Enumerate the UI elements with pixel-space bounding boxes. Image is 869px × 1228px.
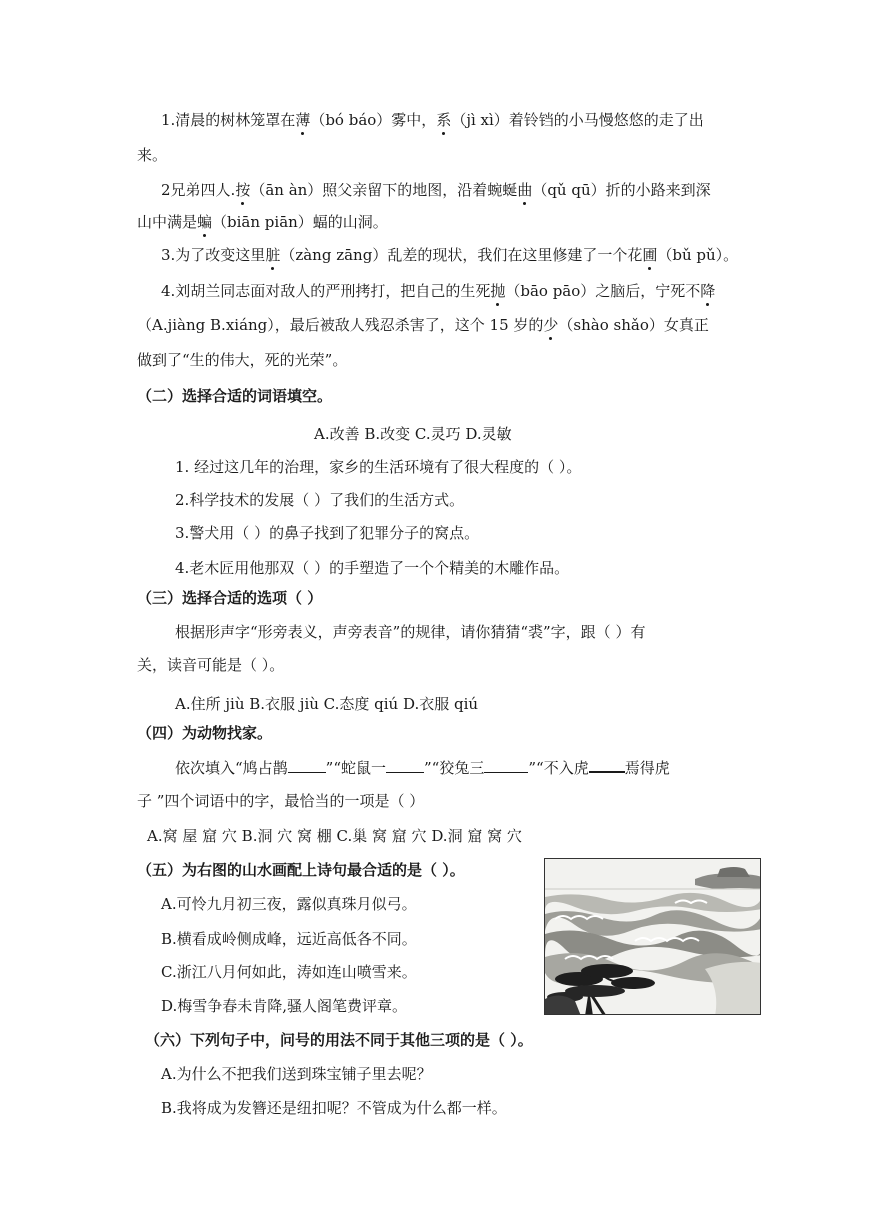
section-6-title: （六）下列句子中，问号的用法不同于其他三项的是（ ）。 <box>145 1031 533 1049</box>
section-3-text-1: 根据形声字“形旁表义，声旁表音”的规律，请你猜猜“裘”字，跟（ ）有 <box>175 623 646 641</box>
section-4-text-1: 依次填入“鸠占鹊 ”“蛇鼠一 ”“狡兔三 ”“不入虎 焉得虎 <box>175 759 670 777</box>
section-5-item-c: C.浙江八月何如此，涛如连山喷雪来。 <box>161 963 417 981</box>
q1-line3: 3.为了改变这里脏（zàng zāng）乱差的现状，我们在这里修建了一个花圃（bǔ pǔ）。 <box>161 246 739 264</box>
dotted-char: 抛 <box>490 282 506 300</box>
q1-line1-wrap: 来。 <box>137 146 168 164</box>
dotted-char: 脏 <box>265 246 281 264</box>
q1-line4: 4.刘胡兰同志面对敌人的严刑拷打，把自己的生死抛（bāo pāo）之脑后，宁死不降 <box>161 282 716 300</box>
section-2-item-2: 2.科学技术的发展（ ）了我们的生活方式。 <box>175 491 465 509</box>
section-6-item-a: A.为什么不把我们送到珠宝铺子里去呢？ <box>161 1065 432 1083</box>
section-5-title: （五）为右图的山水画配上诗句最合适的是（ ）。 <box>137 861 465 879</box>
q1-line2: 2兄弟四人.按（ān àn）照父亲留下的地图，沿着蜿蜒曲（qǔ qū）折的小路来到深 <box>161 181 711 199</box>
section-2-title: （二）选择合适的词语填空。 <box>137 387 333 405</box>
section-2-item-3: 3.警犬用（ ）的鼻子找到了犯罪分子的窝点。 <box>175 524 480 542</box>
section-2-item-4: 4.老木匠用他那双（ ）的手塑造了一个个精美的木雕作品。 <box>175 559 570 577</box>
dotted-char: 系 <box>436 111 452 129</box>
dotted-char: 蝙 <box>197 213 213 231</box>
q1-line4-wrap2: 做到了“生的伟大，死的光荣”。 <box>137 351 348 369</box>
section-5-item-d: D.梅雪争春未肯降,骚人阁笔费评章。 <box>161 997 408 1015</box>
wave-painting-icon <box>545 859 761 1015</box>
dotted-char: 薄 <box>295 111 311 129</box>
landscape-painting <box>544 858 761 1015</box>
section-2-options: A.改善 B.改变 C.灵巧 D.灵敏 <box>314 425 512 443</box>
section-4-title: （四）为动物找家。 <box>137 724 273 742</box>
section-3-text-2: 关，读音可能是（ ）。 <box>137 656 285 674</box>
q1-line1: 1.清晨的树林笼罩在薄（bó báo）雾中，系（jì xì）着铃铛的小马慢悠悠的走了出 <box>161 111 704 129</box>
dotted-char: 按 <box>235 181 251 199</box>
blank-line <box>386 758 424 773</box>
q1-line2-wrap: 山中满是蝙（biān piān）蝠的山洞。 <box>137 213 388 231</box>
section-6-item-b: B.我将成为发簪还是纽扣呢？不管成为什么都一样。 <box>161 1099 507 1117</box>
dotted-char: 曲 <box>517 181 533 199</box>
dotted-char: 圃 <box>642 246 658 264</box>
dotted-char: 少 <box>543 316 559 334</box>
section-2-item-1: 1. 经过这几年的治理，家乡的生活环境有了很大程度的（ ）。 <box>175 458 582 476</box>
section-5-item-a: A.可怜九月初三夜，露似真珠月似弓。 <box>161 895 417 913</box>
section-4-text-2: 子 ”四个词语中的字，最恰当的一项是（ ） <box>137 792 425 810</box>
section-4-options: A.窝 屋 窟 穴 B.洞 穴 窝 棚 C.巢 窝 窟 穴 D.洞 窟 窝 穴 <box>147 827 522 845</box>
q1-line4-wrap1: （A.jiàng B.xiáng），最后被敌人残忍杀害了，这个 15 岁的少（shào shǎo）女真正 <box>137 316 709 334</box>
blank-line <box>288 758 326 773</box>
blank-line <box>484 758 528 773</box>
section-5-item-b: B.横看成岭侧成峰，远近高低各不同。 <box>161 930 417 948</box>
dotted-char: 降 <box>700 282 716 300</box>
section-3-title: （三）选择合适的选项（ ） <box>137 589 323 607</box>
blank-line <box>589 757 625 773</box>
section-3-options: A.住所 jiù B.衣服 jiù C.态度 qiú D.衣服 qiú <box>175 695 479 713</box>
